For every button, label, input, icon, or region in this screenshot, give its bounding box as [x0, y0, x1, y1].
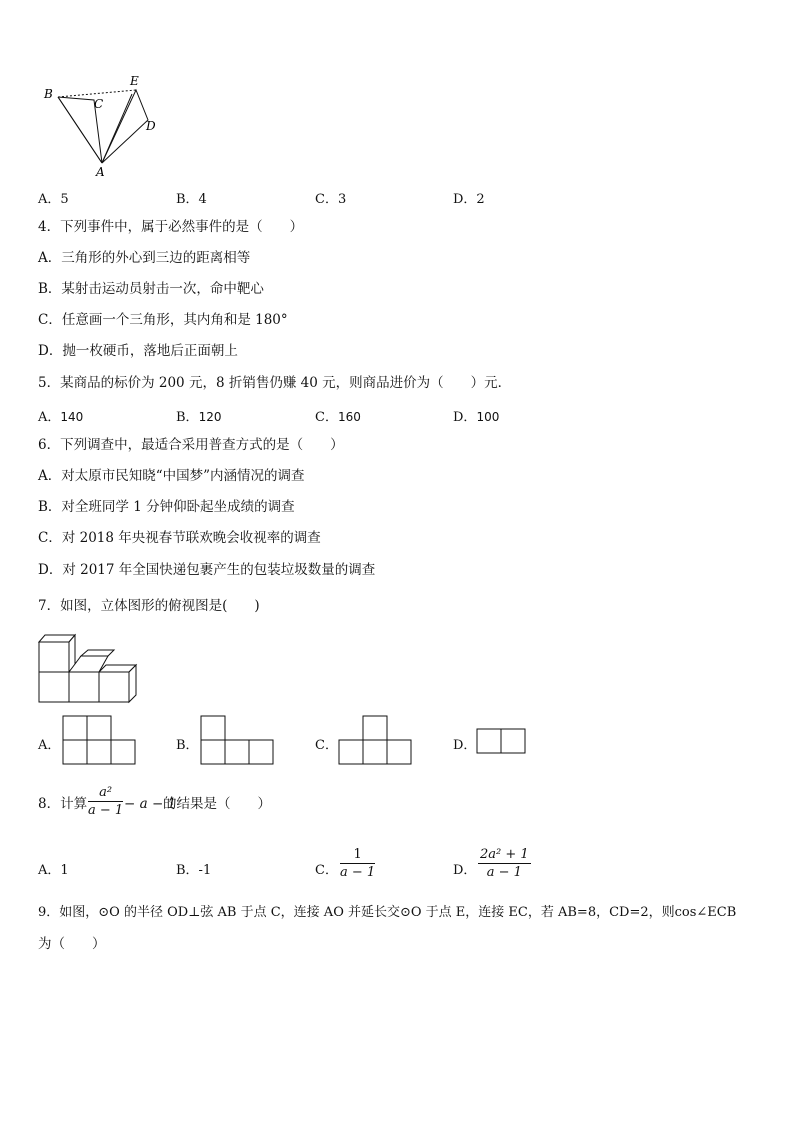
q7-option-a-grid	[62, 715, 137, 767]
q6-option-a: A．对太原市民知晓“中国梦”内涵情况的调查	[38, 468, 305, 484]
q7-option-b-grid	[200, 715, 275, 767]
q8-optc-den: a − 1	[340, 865, 376, 880]
q8-stem-tail: − a − 1	[124, 796, 177, 812]
label-C: C	[94, 97, 104, 111]
q6-option-b: B．对全班同学 1 分钟仰卧起坐成绩的调查	[38, 499, 295, 515]
q8-frac-num: a²	[88, 785, 123, 802]
q5-option-b: B．120	[176, 410, 222, 425]
q7-option-c-label: C．	[315, 738, 338, 753]
q4-option-c: C．任意画一个三角形，其内角和是 180°	[38, 312, 288, 328]
q8-option-c-fraction	[340, 847, 375, 880]
q8-stem-prefix: 8．计算	[38, 796, 88, 812]
q3-option-d: D．2	[453, 192, 485, 207]
q8-option-b: B．-1	[176, 863, 212, 878]
label-B: B	[44, 87, 53, 101]
q8-stem-suffix: 的结果是（ ）	[163, 796, 271, 812]
q9-stem-line1: 9．如图，⊙O 的半径 OD⊥弦 AB 于点 C，连接 AO 并延长交⊙O 于点 E，连接 EC，若 AB=8，CD=2，则cos∠ECB	[38, 905, 737, 920]
label-A: A	[96, 165, 105, 179]
q8-optc-num: 1	[340, 847, 375, 864]
q7-option-d-label: D．	[453, 738, 477, 753]
q3-option-a: A．5	[38, 192, 69, 207]
q8-fraction	[88, 785, 123, 818]
label-D: D	[146, 119, 156, 133]
q3-geometry-figure	[36, 70, 166, 180]
q4-stem: 4．下列事件中，属于必然事件的是（ ）	[38, 219, 304, 235]
label-E: E	[130, 74, 139, 88]
q7-stem: 7．如图，立体图形的俯视图是( )	[38, 598, 260, 614]
q8-option-a: A．1	[38, 863, 69, 878]
q8-option-c-letter: C．	[315, 863, 338, 878]
q7-solid-figure	[36, 632, 146, 707]
q7-option-b-label: B．	[176, 738, 199, 753]
q9-stem-line2: 为（ ）	[38, 936, 106, 952]
q7-option-c-grid	[338, 715, 413, 767]
q7-option-a-label: A．	[38, 738, 61, 753]
q8-frac-den: a − 1	[88, 803, 124, 818]
q5-option-c: C．160	[315, 410, 361, 425]
q6-option-c: C．对 2018 年央视春节联欢晚会收视率的调查	[38, 530, 321, 546]
q8-optd-den: a − 1	[486, 865, 522, 880]
q4-option-b: B．某射击运动员射击一次，命中靶心	[38, 281, 264, 297]
q5-stem: 5．某商品的标价为 200 元，8 折销售仍赚 40 元，则商品进价为（ ）元．	[38, 375, 512, 391]
q6-option-d: D．对 2017 年全国快递包裹产生的包装垃圾数量的调查	[38, 562, 376, 578]
q3-option-c: C．3	[315, 192, 347, 207]
q6-stem: 6．下列调查中，最适合采用普查方式的是（ ）	[38, 437, 344, 453]
q8-optd-num: 2a² + 1	[480, 847, 529, 862]
q3-option-b: B．4	[176, 192, 207, 207]
q4-option-d: D．抛一枚硬币，落地后正面朝上	[38, 343, 238, 359]
q5-option-d: D．100	[453, 410, 500, 425]
q5-option-a: A．140	[38, 410, 84, 425]
q8-option-d-letter: D．	[453, 863, 477, 878]
q4-option-a: A．三角形的外心到三边的距离相等	[38, 250, 251, 266]
q8-option-d-fraction	[478, 847, 531, 880]
q7-option-d-grid	[476, 728, 528, 756]
